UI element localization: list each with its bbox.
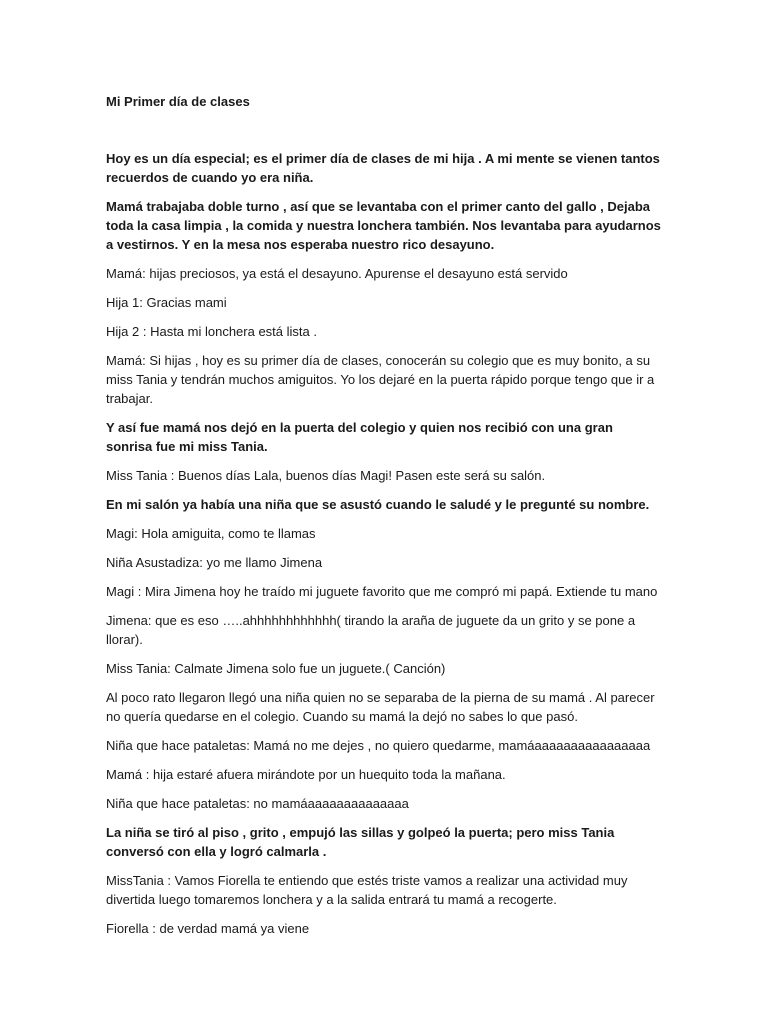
paragraph: Mamá : hija estaré afuera mirándote por un huequito toda la mañana. xyxy=(106,767,506,782)
paragraph: Niña Asustadiza: yo me llamo Jimena xyxy=(106,555,323,570)
document-page xyxy=(106,92,662,948)
paragraph: Hija 2 : Hasta mi lonchera está lista . xyxy=(106,324,317,339)
paragraph: Hija 1: Gracias mami xyxy=(106,295,227,310)
paragraph: Magi : Mira Jimena hoy he traído mi juguete favorito que me compró mi papá. Extiende tu mano xyxy=(106,584,658,599)
paragraph: Miss Tania : Buenos días Lala, buenos días Magi! Pasen este será su salón. xyxy=(106,468,546,483)
document-body xyxy=(106,149,662,938)
paragraph: Al poco rato llegaron llegó una niña quien no se separaba de la pierna de su mamá . Al parecer no quería quedarse en el colegio. Cuando su mamá la dejó no sabes lo que pasó. xyxy=(106,690,655,724)
paragraph: Niña que hace pataletas: no mamáaaaaaaaaaaaaaa xyxy=(106,796,409,811)
paragraph: MissTania : Vamos Fiorella te entiendo que estés triste vamos a realizar una actividad muy divertida luego tomaremos lonchera y a la salida entrará tu mamá a recogerte. xyxy=(106,873,628,907)
paragraph: Niña que hace pataletas: Mamá no me dejes , no quiero quedarme, mamáaaaaaaaaaaaaaaaa xyxy=(106,738,651,753)
paragraph: Hoy es un día especial; es el primer día de clases de mi hija . A mi mente se vienen tantos recuerdos de cuando yo era niña. xyxy=(106,151,660,185)
paragraph: Jimena: que es eso …..ahhhhhhhhhhhh( tirando la araña de juguete da un grito y se pone a llorar). xyxy=(106,613,636,647)
document-title: Mi Primer día de clases xyxy=(106,94,250,109)
paragraph: La niña se tiró al piso , grito , empujó las sillas y golpeó la puerta; pero miss Tania conversó con ella y logró calmarla . xyxy=(106,825,615,859)
paragraph: Y así fue mamá nos dejó en la puerta del colegio y quien nos recibió con una gran sonrisa fue mi miss Tania. xyxy=(106,420,613,454)
paragraph: Mamá: Si hijas , hoy es su primer día de clases, conocerán su colegio que es muy bonito, a su miss Tania y tendrán muchos amiguitos. Yo los dejaré en la puerta rápido porque tengo que ir a trabajar. xyxy=(106,353,655,406)
paragraph: En mi salón ya había una niña que se asustó cuando le saludé y le pregunté su nombre. xyxy=(106,497,650,512)
paragraph: Mamá trabajaba doble turno , así que se levantaba con el primer canto del gallo , Dejaba toda la casa limpia , la comida y nuestra lonchera también. Nos levantaba para ayudarnos a vestirnos. Y en la mesa nos esperaba nuestro rico desayuno. xyxy=(106,199,661,252)
paragraph: Miss Tania: Calmate Jimena solo fue un juguete.( Canción) xyxy=(106,661,446,676)
paragraph: Mamá: hijas preciosos, ya está el desayuno. Apurense el desayuno está servido xyxy=(106,266,568,281)
paragraph: Fiorella : de verdad mamá ya viene xyxy=(106,921,310,936)
paragraph: Magi: Hola amiguita, como te llamas xyxy=(106,526,316,541)
